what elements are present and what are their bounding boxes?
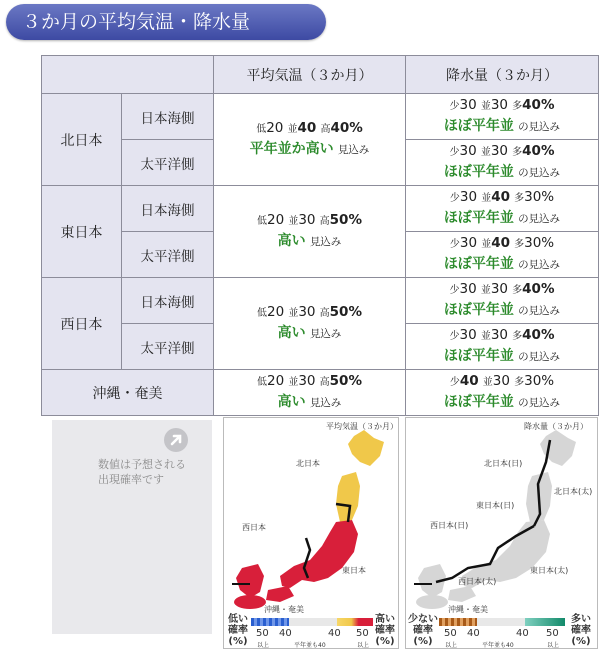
sub-region-pacific: 太平洋側 — [122, 324, 214, 370]
temp-map — [223, 417, 399, 649]
temp-label-okinawa: 沖縄・奄美 — [264, 605, 304, 614]
arrow-icon — [164, 428, 188, 452]
sub-region-sea: 日本海側 — [122, 278, 214, 324]
sub-region-sea: 日本海側 — [122, 94, 214, 140]
temp-legend-high: 高い 確率 (%) — [375, 614, 395, 647]
sub-region-pacific: 太平洋側 — [122, 140, 214, 186]
temp-header: 平均気温（３か月） — [214, 56, 406, 94]
rain-legend-high-bar — [525, 618, 565, 626]
note-text: 数値は予想される 出現確率です — [98, 458, 186, 486]
region-west: 西日本 — [42, 278, 122, 370]
rain-legend-40-high: 40 — [516, 628, 529, 639]
temp-label-east: 東日本 — [342, 566, 366, 575]
rain-map — [405, 417, 598, 649]
temp-legend-40-low: 40 — [279, 628, 292, 639]
temp-label-north: 北日本 — [296, 459, 320, 468]
rain-north-pacific: 少30 並30 多40% ほぼ平年並 の見込み — [406, 140, 599, 186]
region-east: 東日本 — [42, 186, 122, 278]
rain-west-pacific: 少30 並30 多40% ほぼ平年並 の見込み — [406, 324, 599, 370]
temp-legend-50-low: 50 — [256, 628, 269, 639]
temp-legend-ijo-low: 以上 — [257, 642, 270, 649]
rain-okinawa: 少40 並30 多30% ほぼ平年並 の見込み — [406, 370, 599, 416]
rain-label-north-pac: 北日本(太) — [554, 487, 593, 496]
sub-region-pacific: 太平洋側 — [122, 232, 214, 278]
temp-legend-40-high: 40 — [328, 628, 341, 639]
sub-region-sea: 日本海側 — [122, 186, 214, 232]
rain-label-okinawa: 沖縄・奄美 — [448, 605, 488, 614]
rain-map-title: 降水量（３か月） — [524, 422, 588, 431]
rain-legend-high: 多い 確率 (%) — [571, 614, 591, 647]
temp-legend-mid: 平年並も40 — [294, 642, 326, 649]
temp-map-title: 平均気温（３か月） — [326, 422, 398, 431]
rain-legend-50-low: 50 — [444, 628, 457, 639]
region-north: 北日本 — [42, 94, 122, 186]
rain-legend-ijo-low: 以上 — [445, 642, 458, 649]
temp-legend-ijo-high: 以上 — [357, 642, 370, 649]
rain-legend-low-bar — [439, 618, 477, 626]
rain-legend-mid-bar — [477, 618, 525, 626]
rain-label-west-sea: 西日本(日) — [430, 521, 469, 530]
temp-north: 低20 並40 高40% 平年並か高い 見込み — [214, 94, 406, 186]
forecast-table — [41, 55, 599, 416]
rain-east-pacific: 少30 並40 多30% ほぼ平年並 の見込み — [406, 232, 599, 278]
temp-legend-low-bar — [251, 618, 289, 626]
rain-west-sea: 少30 並30 多40% ほぼ平年並 の見込み — [406, 278, 599, 324]
corner-header — [42, 56, 214, 94]
rain-east-sea: 少30 並40 多30% ほぼ平年並 の見込み — [406, 186, 599, 232]
rain-label-west-pac: 西日本(太) — [458, 577, 497, 586]
rain-label-north-sea: 北日本(日) — [484, 459, 523, 468]
page-title: ３か月の平均気温・降水量 — [6, 4, 326, 40]
rain-label-east-pac: 東日本(太) — [530, 566, 569, 575]
rain-north-sea: 少30 並30 多40% ほぼ平年並 の見込み — [406, 94, 599, 140]
rain-legend-mid: 平年並も40 — [482, 642, 514, 649]
temp-legend-low: 低い 確率 (%) — [228, 614, 248, 647]
rain-label-east-sea: 東日本(日) — [476, 501, 515, 510]
rain-legend-40-low: 40 — [467, 628, 480, 639]
temp-legend-high-bar — [337, 618, 373, 626]
rain-legend-50-high: 50 — [546, 628, 559, 639]
temp-east: 低20 並30 高50% 高い 見込み — [214, 186, 406, 278]
rain-header: 降水量（３か月） — [406, 56, 599, 94]
temp-label-west: 西日本 — [242, 523, 266, 532]
rain-legend-ijo-high: 以上 — [547, 642, 560, 649]
note-panel — [52, 420, 212, 634]
temp-legend-mid-bar — [289, 618, 337, 626]
region-okinawa: 沖縄・奄美 — [42, 370, 214, 416]
rain-legend-low: 少ない 確率 (%) — [408, 614, 438, 647]
temp-west: 低20 並30 高50% 高い 見込み — [214, 278, 406, 370]
temp-okinawa: 低20 並30 高50% 高い 見込み — [214, 370, 406, 416]
temp-legend-50-high: 50 — [356, 628, 369, 639]
